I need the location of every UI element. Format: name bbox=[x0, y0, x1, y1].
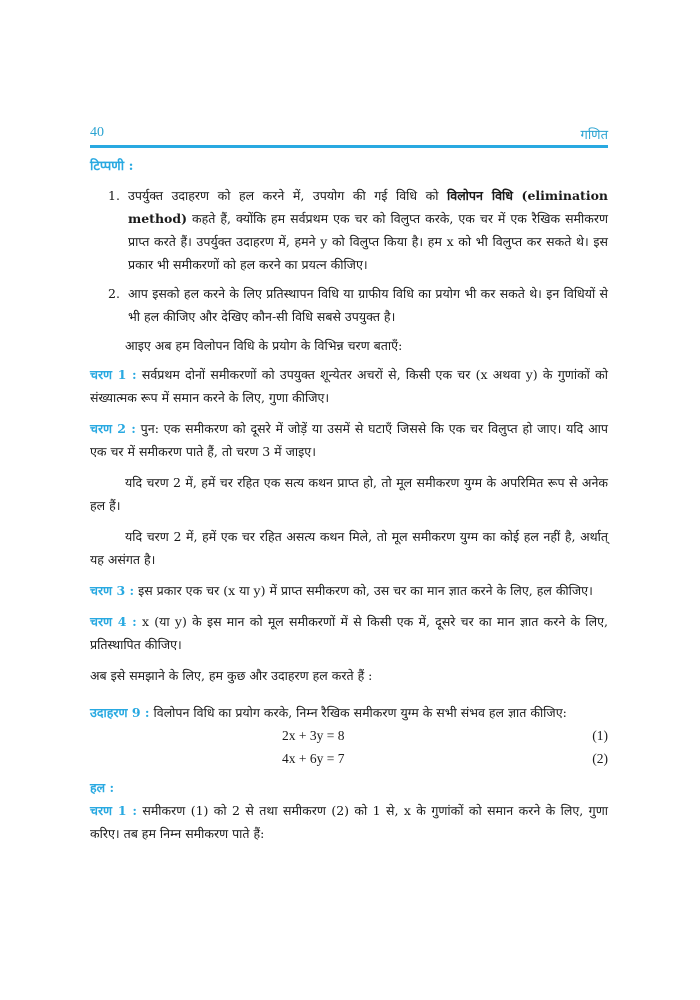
note-item bbox=[90, 282, 608, 328]
example-paragraph bbox=[90, 701, 608, 724]
equation-row bbox=[90, 724, 608, 747]
example-text: विलोपन विधि का प्रयोग करके, निम्न रैखिक समीकरण युग्म के सभी संभव हल ज्ञात कीजिए: bbox=[149, 705, 567, 720]
step-label: चरण 4 : bbox=[90, 614, 137, 629]
infinite-solutions-paragraph: यदि चरण 2 में, हमें चर रहित एक सत्य कथन प्राप्त हो, तो मूल समीकरण युग्म के अपरिमित रूप से अनेक हल हैं। bbox=[90, 475, 608, 513]
step-text: इस प्रकार एक चर (x या y) में प्राप्त समीकरण को, उस चर का मान ज्ञात करने के लिए, हल कीजिए। bbox=[134, 583, 593, 598]
equation-tag: (1) bbox=[592, 728, 608, 743]
note-heading: टिप्पणी : bbox=[90, 159, 134, 174]
header-rule bbox=[90, 145, 608, 148]
equation-row bbox=[90, 747, 608, 770]
subject-title: गणित bbox=[580, 128, 608, 143]
page-header bbox=[90, 125, 608, 147]
note-text: आप इसको हल करने के लिए प्रतिस्थापन विधि या ग्राफीय विधि का प्रयोग भी कर सकते थे। इन विधियों से भी हल कीजिए और देखिए कौन-सी विधि सबसे उपयुक्त है। bbox=[128, 286, 608, 324]
solution-step-paragraph bbox=[90, 799, 608, 845]
note-number: 2. bbox=[108, 286, 120, 301]
no-solution-paragraph: यदि चरण 2 में, हमें एक चर रहित असत्य कथन मिले, तो मूल समीकरण युग्म का कोई हल नहीं है, अर्थात् यह असंगत है। bbox=[90, 529, 608, 567]
step-paragraph bbox=[90, 363, 608, 409]
equation-expression: 2x + 3y = 8 bbox=[282, 728, 345, 743]
page-number: 40 bbox=[90, 125, 104, 140]
step-text: पुन: एक समीकरण को दूसरे में जोड़ें या उसमें से घटाएँ जिससे कि एक चर विलुप्त हो जाए। यदि आप एक चर में समीकरण पाते हैं, तो चरण 3 में जाइए। bbox=[90, 421, 608, 459]
example-label: उदाहरण 9 : bbox=[90, 705, 150, 720]
step-text: x (या y) के इस मान को मूल समीकरणों में से किसी एक में, दूसरे चर का मान ज्ञात करने के लिए, प्रतिस्थापित कीजिए। bbox=[90, 614, 608, 652]
solution-heading: हल : bbox=[90, 780, 115, 795]
note-text: उपर्युक्त उदाहरण को हल करने में, उपयोग की गई विधि को bbox=[128, 188, 447, 203]
step-text: समीकरण (1) को 2 से तथा समीकरण (2) को 1 से, x के गुणांकों को समान करने के लिए, गुणा करिए। तब हम निम्न समीकरण पाते हैं: bbox=[90, 803, 608, 841]
note-item bbox=[90, 184, 608, 276]
note-bold-term: विलोपन विधि bbox=[447, 188, 513, 203]
intro-text bbox=[90, 334, 608, 357]
equation-expression: 4x + 6y = 7 bbox=[282, 751, 345, 766]
step-label: चरण 2 : bbox=[90, 421, 136, 436]
intro-sentence: आइए अब हम विलोपन विधि के प्रयोग के विभिन्न चरण बताएँ: bbox=[125, 338, 403, 353]
equation-tag: (2) bbox=[592, 751, 608, 766]
step-paragraph bbox=[90, 610, 608, 656]
step-text: सर्वप्रथम दोनों समीकरणों को उपयुक्त शून्येतर अचरों से, किसी एक चर (x अथवा y) के गुणांकों को संख्यात्मक रूप में समान करने के लिए, गुणा कीजिए। bbox=[90, 367, 608, 405]
page-content bbox=[90, 155, 608, 845]
step-label: चरण 3 : bbox=[90, 583, 135, 598]
step-paragraph bbox=[90, 417, 608, 463]
step-label: चरण 1 : bbox=[90, 803, 137, 818]
note-number: 1. bbox=[108, 188, 120, 203]
note-bold-english: (elimination method) bbox=[128, 188, 609, 226]
transition-text: अब इसे समझाने के लिए, हम कुछ और उदाहरण हल करते हैं : bbox=[90, 668, 373, 683]
step-paragraph bbox=[90, 579, 608, 602]
note-text-continued: कहते हैं, क्योंकि हम सर्वप्रथम एक चर को विलुप्त करके, एक चर में एक रैखिक समीकरण प्राप्त करते हैं। उपर्युक्त उदाहरण में, हमने y को विलुप्त किया है। हम x को भी विलुप्त कर सकते थे। इस प्रकार भी समीकरणों को हल करने का प्रयत्न कीजिए। bbox=[128, 211, 608, 272]
step-label: चरण 1 : bbox=[90, 367, 137, 382]
